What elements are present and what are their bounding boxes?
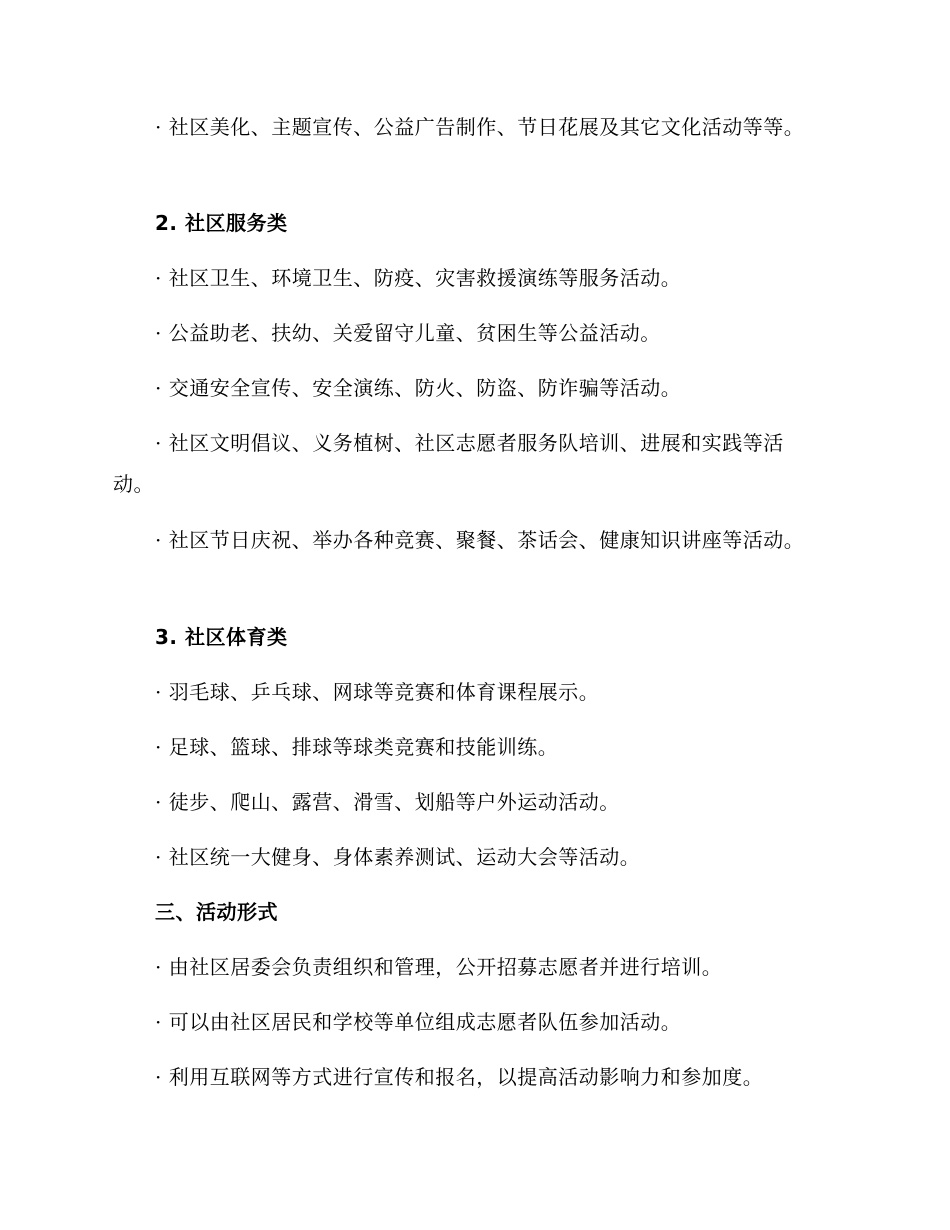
bullet-safety-activities: · 交通安全宣传、安全演练、防火、防盗、防诈骗等活动。 xyxy=(155,376,682,400)
section-heading-activity-format: 三、活动形式 xyxy=(155,900,278,924)
bullet-ball-sports: · 足球、篮球、排球等球类竞赛和技能训练。 xyxy=(155,735,559,759)
bullet-charity-activities: · 公益助老、扶幼、关爱留守儿童、贫困生等公益活动。 xyxy=(155,321,661,345)
bullet-organization: · 由社区居委会负责组织和管理，公开招募志愿者并进行培训。 xyxy=(155,955,723,979)
section-heading-community-sports: 3. 社区体育类 xyxy=(155,625,288,649)
bullet-civility-activities: · 社区文明倡议、义务植树、社区志愿者服务队培训、进展和实践等活动。 xyxy=(113,431,784,496)
bullet-culture-activities: · 社区美化、主题宣传、公益广告制作、节日花展及其它文化活动等等。 xyxy=(155,115,805,139)
bullet-racket-sports: · 羽毛球、乒乓球、网球等竞赛和体育课程展示。 xyxy=(155,680,600,704)
bullet-festival-activities: · 社区节日庆祝、举办各种竞赛、聚餐、茶话会、健康知识讲座等活动。 xyxy=(155,528,805,552)
bullet-hygiene-activities: · 社区卫生、环境卫生、防疫、灾害救援演练等服务活动。 xyxy=(155,266,682,290)
bullet-fitness-activities: · 社区统一大健身、身体素养测试、运动大会等活动。 xyxy=(155,845,641,869)
bullet-outdoor-sports: · 徒步、爬山、露营、滑雪、划船等户外运动活动。 xyxy=(155,790,620,814)
section-heading-community-service: 2. 社区服务类 xyxy=(155,211,288,235)
bullet-volunteer-teams: · 可以由社区居民和学校等单位组成志愿者队伍参加活动。 xyxy=(155,1010,682,1034)
bullet-online-promotion: · 利用互联网等方式进行宣传和报名，以提高活动影响力和参加度。 xyxy=(155,1065,764,1089)
